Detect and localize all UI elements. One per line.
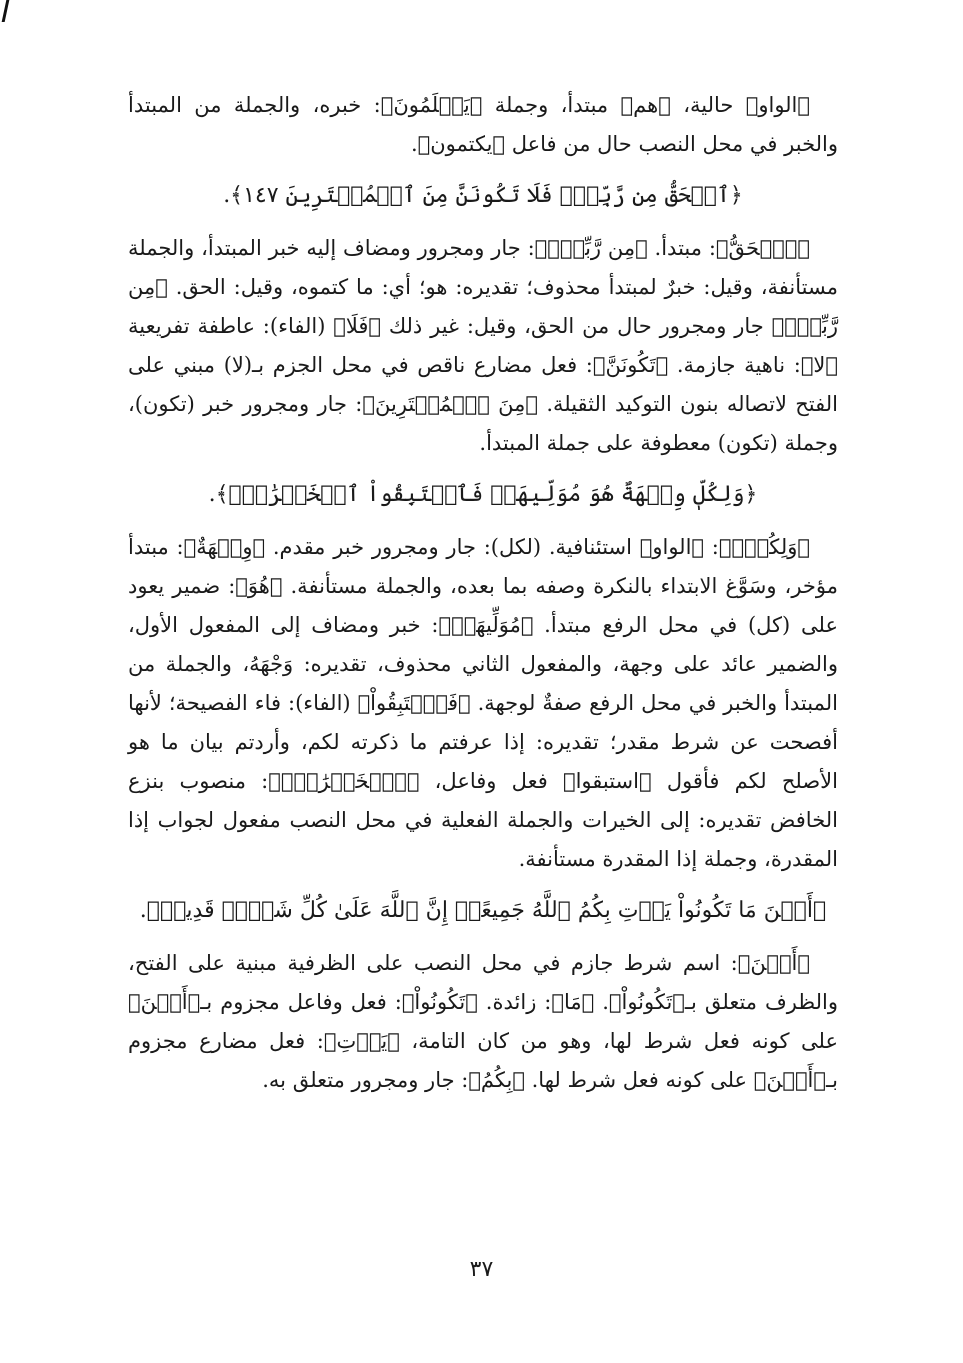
paragraph-1: ﴿الواو﴾ حالية، ﴿هم﴾ مبتدأ، وجملة ﴿يَعۡلَمُونَ﴾: خبره، والجملة من المبتدأ والخبر في محل النصب حال من فاعل ﴿يكتمون﴾. bbox=[128, 93, 838, 156]
corner-mark bbox=[2, 0, 10, 22]
quran-verse-148-part-1: ﴿وَلِكُلّٖ وِجۡهَةٌ هُوَ مُوَلِّيهَاۖ فَٱسۡتَبِقُواْ ٱلۡخَيۡرَٰتِۚ﴾. bbox=[208, 482, 758, 507]
page-number: ٣٧ bbox=[469, 1257, 494, 1282]
quran-verse-148-part-2: ﴿أَيۡنَ مَا تَكُونُواْ يَأۡتِ بِكُمُ ٱللَّهُ جَمِيعًاۚ إِنَّ ٱللَّهَ عَلَىٰ كُلِّ شَيۡءٖ قَدِيرٞ﴾. bbox=[139, 898, 827, 923]
page-body bbox=[128, 86, 838, 1100]
paragraph-4: ﴿أَيۡنَ﴾: اسم شرط جازم في محل النصب على الظرفية مبنية على الفتح، والظرف متعلق بـ﴿تَكُونُواْ﴾. ﴿مَا﴾: زائدة. ﴿تَكُونُواْ﴾: فعل وفاعل مجزوم بـ﴿أَيۡنَ﴾ على كونه فعل شرط لها، وهو من كان التامة، ﴿يَأۡتِ﴾: فعل مضارع مجزوم بـ﴿أَيۡنَ﴾ على كونه فعل شرط لها. ﴿بِكُمُ﴾: جار ومجرور متعلق به. bbox=[128, 951, 838, 1092]
quran-verse-147: ﴿ٱلۡحَقُّ مِن رَّبِّكَۖ فَلَا تَكُونَنَّ مِنَ ٱلۡمُمۡتَرِينَ ١٤٧﴾. bbox=[223, 183, 743, 208]
paragraph-3: ﴿وَلِكُلّٖ﴾: ﴿الواو﴾ استئنافية. (لكل): جار ومجرور خبر مقدم. ﴿وِجۡهَةٌ﴾: مبتدأ مؤخر، وسَوَّغ الابتداء بالنكرة وصفه بما بعده، والجملة مستأنفة. ﴿هُوَ﴾: ضمير يعود على (كل) في محل الرفع مبتدأ. ﴿مُوَلِّيهَاۖ﴾: خبر ومضاف إلى المفعول الأول، والضمير عائد على وجهة، والمفعول الثاني محذوف، تقديره: وَجْهَهُ، والجملة من المبتدأ والخبر في محل الرفع صفةٌ لوجهة. ﴿فَٱسۡتَبِقُواْ﴾ (الفاء): فاء الفصيحة؛ لأنها أفصحت عن شرط مقدر؛ تقديره: إذا عرفتم ما ذكرته لكم، وأردتم بيان ما هو الأصلح لكم فأقول ﴿استبقوا﴾ فعل وفاعل، ﴿ٱلۡخَيۡرَٰتِۚ﴾: منصوب بنزع الخافض تقديره: إلى الخيرات والجملة الفعلية في محل النصب مفعول لجواب إذا المقدرة، وجملة إذا المقدرة مستأنفة. bbox=[128, 535, 838, 871]
paragraph-2: ﴿ٱلۡحَقُّ﴾: مبتدأ. ﴿مِن رَّبِّكَۖ﴾: جار ومجرور ومضاف إليه خبر المبتدأ، والجملة مستأنفة، وقيل: خبرٌ لمبتدأ محذوف؛ تقديره: هو؛ أي: ما كتموه، وقيل: الحق. ﴿مِن رَّبِّكَۖ﴾ جار ومجرور حال من الحق، وقيل: غير ذلك ﴿فَلَا﴾ (الفاء): عاطفة تفريعية ﴿لا﴾: ناهية جازمة. ﴿تَكُونَنَّ﴾: فعل مضارع ناقص في محل الجزم بـ(لا) مبني على الفتح لاتصاله بنون التوكيد الثقيلة. ﴿مِنَ ٱلۡمُمۡتَرِينَ﴾: جار ومجرور خبر (تكون)، وجملة (تكون) معطوفة على جملة المبتدأ. bbox=[128, 236, 838, 455]
